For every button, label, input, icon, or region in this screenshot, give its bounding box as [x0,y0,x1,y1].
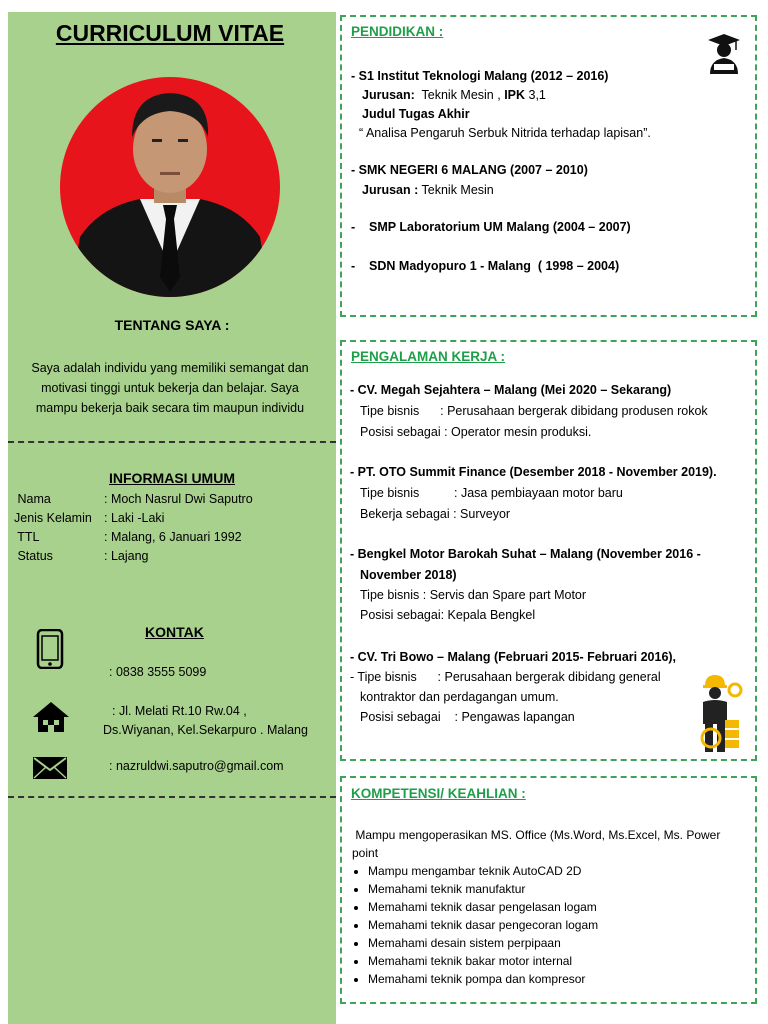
worker-icon [697,672,743,759]
about-line: motivasi tinggi untuk bekerja dan belajar. Saya [41,381,299,395]
divider [8,441,336,443]
info-row [14,509,253,528]
skill-item: • Memahami teknik pompa dan kompresor [368,970,742,988]
info-row [14,490,253,509]
edu-2-major [362,181,494,200]
phone-number: : 0838 3555 5099 [109,665,207,679]
job-1-type: Tipe bisnis : Perusahaan bergerak dibidang produsen rokok [360,404,708,418]
info-label: Jenis Kelamin [14,511,92,525]
phone-icon [36,629,64,674]
job-3-position: Posisi sebagai: Kepala Bengkel [360,608,536,622]
label: Jurusan : [362,183,419,197]
job-4-title: - CV. Tri Bowo – Malang (Februari 2015- Februari 2016), [350,650,677,664]
job-4-type: - Tipe bisnis : Perusahaan bergerak dibidang general [350,670,661,684]
info-label: Nama [14,492,51,506]
edu-1-thesis-label: Judul Tugas Akhir [362,107,470,121]
info-label: TTL [14,530,40,544]
info-value: : Lajang [104,549,149,563]
edu-1-title: - S1 Institut Teknologi Malang (2012 – 2016) [351,69,609,83]
job-2-position: Bekerja sebagai : Surveyor [360,507,511,521]
edu-4-title: - SDN Madyopuro 1 - Malang ( 1998 – 2004) [351,259,620,273]
info-row [14,528,253,547]
about-line: Saya adalah individu yang memiliki semangat dan [31,361,309,375]
info-label: Status [14,549,53,563]
edu-1-thesis: “ Analisa Pengaruh Serbuk Nitrida terhadap lapisan”. [359,126,651,140]
info-value: : Laki -Laki [104,511,165,525]
about-line: mampu bekerja baik secara tim maupun individu [35,401,305,415]
skill-item: • Mampu mengambar teknik AutoCAD 2D [368,862,742,880]
job-4-position: Posisi sebagai : Pengawas lapangan [360,710,575,724]
info-row [14,547,253,566]
edu-2-title: - SMK NEGERI 6 MALANG (2007 – 2010) [351,163,588,177]
contact-heading: KONTAK [145,624,204,640]
skill-item: • Memahami teknik dasar pengelasan logam [368,898,742,916]
info-value: : Moch Nasrul Dwi Saputro [104,492,253,506]
skills-intro: Mampu mengoperasikan MS. Office (Ms.Word, Ms.Excel, Ms. Power point [352,828,724,860]
skills-list [352,826,742,988]
home-icon [31,700,71,739]
value: Teknik Mesin [418,183,494,197]
value: 3,1 [525,88,546,102]
job-1-position: Posisi sebagai : Operator mesin produksi. [360,425,592,439]
education-title: PENDIDIKAN : [351,24,444,39]
mail-icon [33,757,67,784]
job-1-title: - CV. Megah Sejahtera – Malang (Mei 2020 – Sekarang) [350,383,672,397]
info-table [14,490,253,566]
job-3-title: - Bengkel Motor Barokah Suhat – Malang (November 2016 - [350,547,701,561]
job-2-title: - PT. OTO Summit Finance (Desember 2018 - November 2019). [350,465,717,479]
about-heading: TENTANG SAYA : [114,317,230,333]
job-2-type: Tipe bisnis : Jasa pembiayaan motor baru [360,486,623,500]
skills-title: KOMPETENSI/ KEAHLIAN : [351,786,526,801]
info-value: : Malang, 6 Januari 1992 [104,530,242,544]
skill-item: • Memahami teknik dasar pengecoran logam [368,916,742,934]
divider [8,796,336,798]
about-text [10,358,330,418]
page-title: CURRICULUM VITAE [55,20,285,46]
address-line: : Jl. Melati Rt.10 Rw.04 , [112,704,247,718]
edu-1-major [362,86,546,105]
profile-photo [60,77,280,297]
experience-title: PENGALAMAN KERJA : [351,349,506,364]
job-3-type: Tipe bisnis : Servis dan Spare part Motor [360,588,587,602]
address-line: Ds.Wiyanan, Kel.Sekarpuro . Malang [103,723,308,737]
info-heading: INFORMASI UMUM [109,470,235,486]
skill-item: • Memahami teknik bakar motor internal [368,952,742,970]
graduate-icon [704,32,744,81]
email-address: : nazruldwi.saputro@gmail.com [109,759,284,773]
value: Teknik Mesin , [414,88,505,102]
edu-3-title: - SMP Laboratorium UM Malang (2004 – 2007) [351,220,631,234]
job-3-title-cont: November 2018) [360,568,457,582]
label: IPK [504,88,526,102]
skill-item: • Memahami desain sistem perpipaan [368,934,742,952]
label: Jurusan: [362,88,415,102]
skill-item: • Memahami teknik manufaktur [368,880,742,898]
job-4-type-cont: kontraktor dan perdagangan umum. [360,690,559,704]
